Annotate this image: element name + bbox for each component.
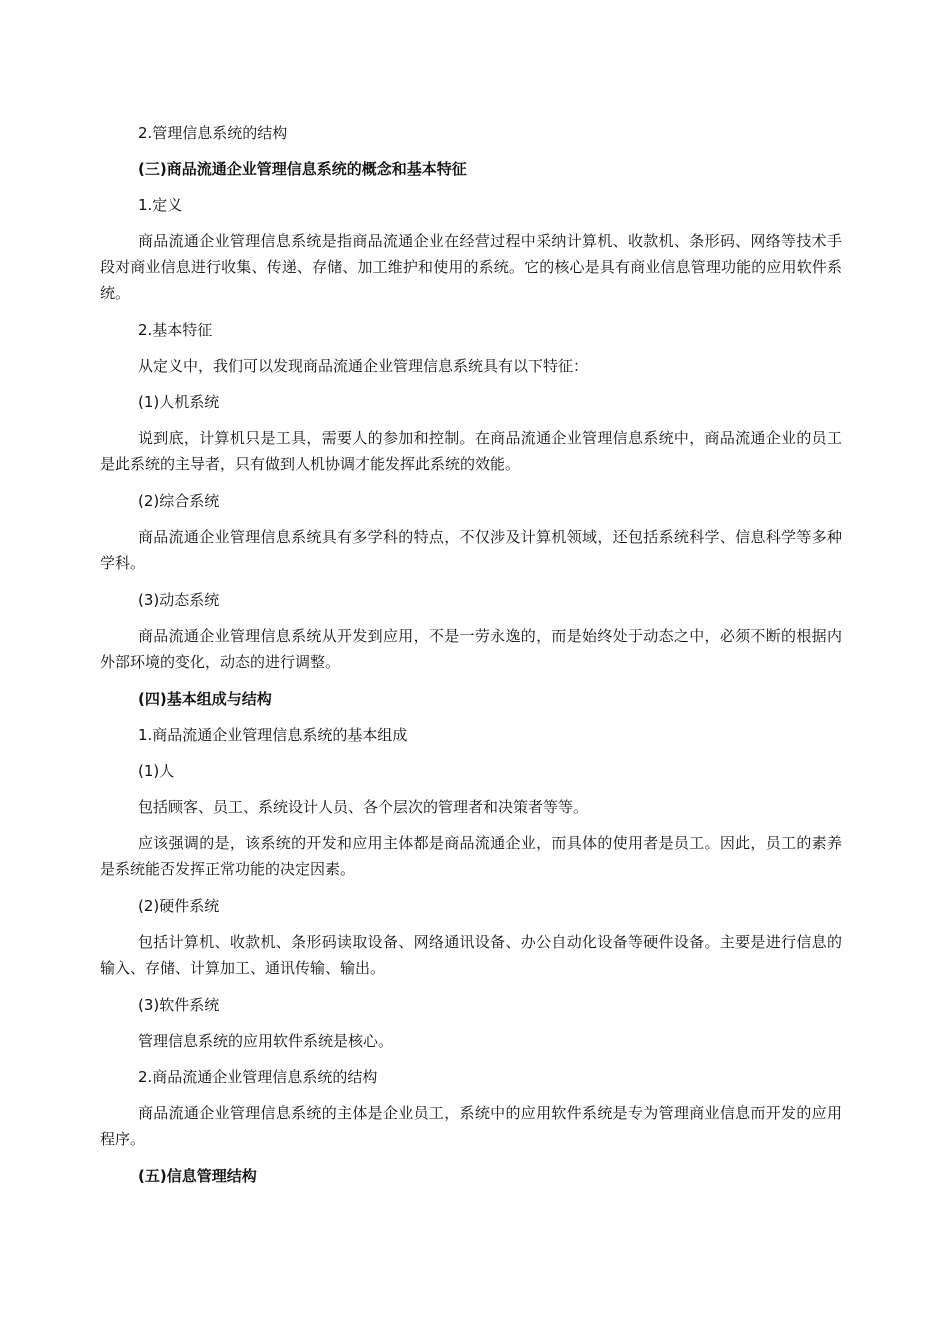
body-paragraph: 说到底，计算机只是工具，需要人的参加和控制。在商品流通企业管理信息系统中，商品流通企业的员工是此系统的主导者，只有做到人机协调才能发挥此系统的效能。 [100,429,842,473]
subheading: (3)软件系统 [138,996,220,1014]
subheading: (2)综合系统 [138,492,220,510]
body-paragraph: 包括计算机、收款机、条形码读取设备、网络通讯设备、办公自动化设备等硬件设备。主要是进行信息的输入、存储、计算加工、通讯传输、输出。 [100,933,842,977]
body-paragraph: 商品流通企业管理信息系统具有多学科的特点，不仅涉及计算机领域，还包括系统科学、信息科学等多种学科。 [100,528,842,572]
section-heading: (五)信息管理结构 [138,1167,257,1185]
subheading: (3)动态系统 [138,591,220,609]
subheading: 1.定义 [138,196,183,214]
section-heading: (三)商品流通企业管理信息系统的概念和基本特征 [138,160,467,178]
section-heading: (四)基本组成与结构 [138,690,272,708]
subheading: 2.商品流通企业管理信息系统的结构 [138,1068,378,1086]
body-paragraph: 从定义中，我们可以发现商品流通企业管理信息系统具有以下特征： [138,357,589,375]
body-paragraph: 包括顾客、员工、系统设计人员、各个层次的管理者和决策者等等。 [138,798,589,816]
subheading: 2.基本特征 [138,321,213,339]
body-paragraph: 管理信息系统的应用软件系统是核心。 [138,1032,394,1050]
body-paragraph: 商品流通企业管理信息系统是指商品流通企业在经营过程中采纳计算机、收款机、条形码、网络等技术手段对商业信息进行收集、传递、存储、加工维护和使用的系统。它的核心是具有商业信息管理功能的应用软件系统。 [100,232,842,302]
subheading: (1)人 [138,762,175,780]
body-paragraph: 商品流通企业管理信息系统的主体是企业员工，系统中的应用软件系统是专为管理商业信息而开发的应用程序。 [100,1104,842,1148]
document-page [100,120,842,1189]
body-paragraph: 应该强调的是，该系统的开发和应用主体都是商品流通企业，而具体的使用者是员工。因此，员工的素养是系统能否发挥正常功能的决定因素。 [100,834,842,878]
body-paragraph: 商品流通企业管理信息系统从开发到应用，不是一劳永逸的，而是始终处于动态之中，必须不断的根据内外部环境的变化，动态的进行调整。 [100,627,842,671]
subheading: 1.商品流通企业管理信息系统的基本组成 [138,726,408,744]
subheading: (2)硬件系统 [138,897,220,915]
subheading: 2.管理信息系统的结构 [138,124,288,142]
subheading: (1)人机系统 [138,393,220,411]
